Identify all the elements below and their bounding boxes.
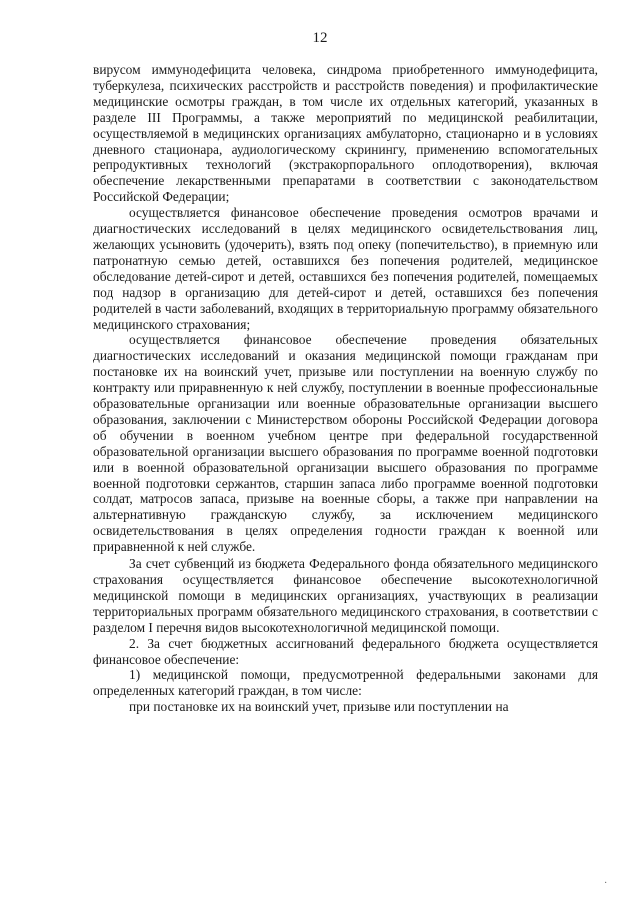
margin-mark: · xyxy=(604,878,608,889)
page-number: 12 xyxy=(312,30,328,46)
paragraph-1: вирусом иммунодефицита человека, синдрома приобретенного иммунодефицита, туберкулеза, психических расстройств и расстройств поведения) и профилактические медицинские осмотры граждан, в том числе их отдельных категорий, указанных в разделе III Программы, а также мероприятий по медицинской реабилитации, осуществляемой в медицинских организациях амбулаторно, стационарно и в условиях дневного стационара, аудиологическому скринингу, применению вспомогательных репродуктивных технологий (экстракорпорального оплодотворения), включая обеспечение лекарственными препаратами в соответствии с законодательством Российской Федерации; xyxy=(93,62,598,205)
document-body xyxy=(93,62,598,715)
paragraph-3: осуществляется финансовое обеспечение проведения обязательных диагностических исследований и оказания медицинской помощи гражданам при постановке их на воинский учет, призыве или поступлении на военную службу по контракту или приравненную к ней службу, поступлении в военные профессиональные образовательные организации или военные образовательные организации высшего образования, заключении с Министерством обороны Российской Федерации договора об обучении в военном учебном центре при федеральной государственной образовательной организации высшего образования по программе военной подготовки или в военной образовательной организации высшего образования по программе военной подготовки сержантов, старшин запаса либо программе военной подготовки солдат, матросов запаса, призыве на военные сборы, а также при направлении на альтернативную гражданскую службу, за исключением медицинского освидетельствования в целях определения годности граждан к военной или приравненной к ней службе. xyxy=(93,332,598,555)
paragraph-4: За счет субвенций из бюджета Федерального фонда обязательного медицинского страхования осуществляется финансовое обеспечение высокотехнологичной медицинской помощи в медицинских организациях, участвующих в реализации территориальных программ обязательного медицинского страхования, в соответствии с разделом I перечня видов высокотехнологичной медицинской помощи. xyxy=(93,556,598,635)
paragraph-2: осуществляется финансовое обеспечение проведения осмотров врачами и диагностических исследований в целях медицинского освидетельствования лиц, желающих усыновить (удочерить), взять под опеку (попечительство), в приемную или патронатную семью детей, оставшихся без попечения родителей, медицинское обследование детей-сирот и детей, оставшихся без попечения родителей, помещаемых под надзор в организацию для детей-сирот и детей, оставшихся без попечения родителей в части заболеваний, входящих в территориальную программу обязательного медицинского страхования; xyxy=(93,205,598,332)
paragraph-7: при постановке их на воинский учет, призыве или поступлении на xyxy=(129,699,509,715)
paragraph-6: 1) медицинской помощи, предусмотренной федеральными законами для определенных категорий граждан, в том числе: xyxy=(93,667,598,699)
paragraph-5: 2. За счет бюджетных ассигнований федерального бюджета осуществляется финансовое обеспечение: xyxy=(93,635,598,667)
